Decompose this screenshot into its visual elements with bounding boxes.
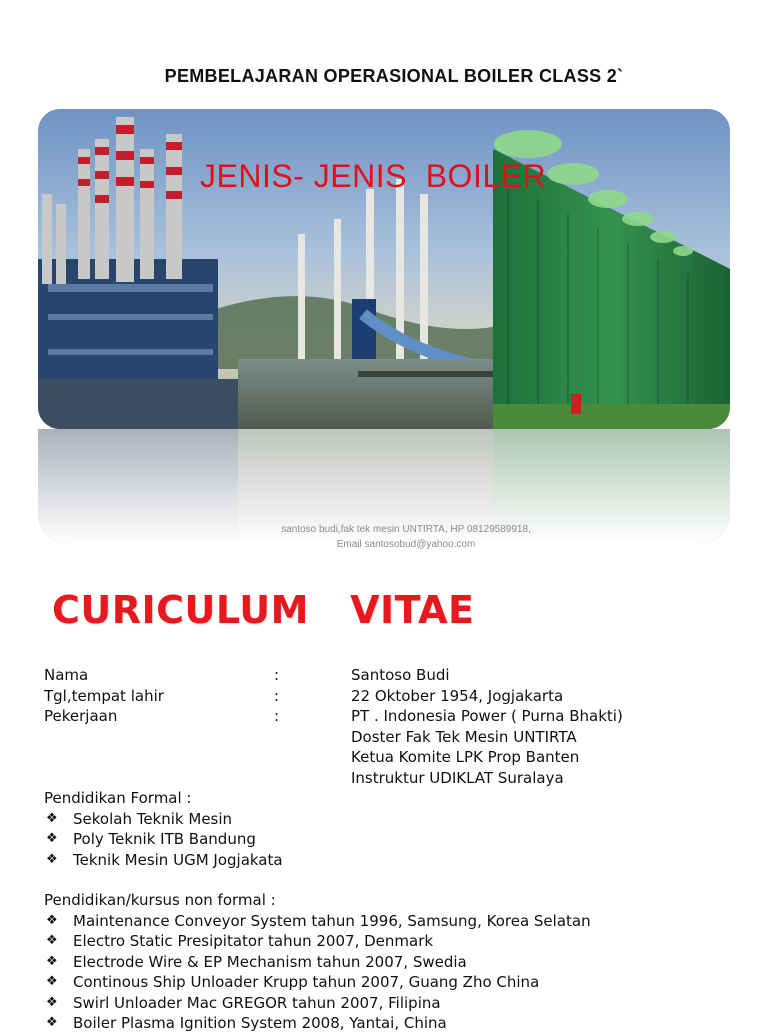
list-item	[44, 972, 744, 993]
diamond-bullet-icon: ❖	[46, 831, 58, 846]
diamond-bullet-icon: ❖	[46, 994, 58, 1010]
list-item-text: Maintenance Conveyor System tahun 1996, Samsung, Korea Selatan	[73, 911, 591, 930]
list-item	[44, 829, 744, 850]
profile-value: Santoso Budi	[351, 666, 450, 684]
list-item-text: Electro Static Presipitator tahun 2007, Denmark	[73, 932, 434, 950]
profile-row	[44, 665, 744, 686]
profile-row	[44, 768, 744, 789]
profile-label: Pekerjaan	[44, 707, 118, 725]
list-item-text: Boiler Plasma Ignition System 2008, Yantai, China	[73, 1014, 447, 1032]
list-item-text: Teknik Mesin UGM Jogjakata	[73, 850, 283, 869]
list-item-text: Sekolah Teknik Mesin	[73, 809, 233, 828]
profile-row	[44, 686, 744, 707]
diamond-bullet-icon: ❖	[46, 912, 58, 928]
banner-title: JENIS- JENIS BOILER	[200, 158, 547, 194]
list-item	[44, 809, 744, 830]
profile-value: Ketua Komite LPK Prop Banten	[351, 748, 580, 766]
cv-title: CURICULUM VITAE	[52, 588, 475, 632]
profile-row	[44, 727, 744, 748]
profile-row	[44, 706, 744, 727]
formal-education-heading: Pendidikan Formal :	[44, 789, 192, 807]
profile-label: Tgl,tempat lahir	[44, 686, 164, 705]
power-plant-illustration	[38, 109, 730, 429]
list-item	[44, 931, 744, 952]
profile-colon: :	[274, 666, 280, 684]
list-item-text: Swirl Unloader Mac GREGOR tahun 2007, Filipina	[73, 993, 441, 1012]
profile-value: 22 Oktober 1954, Jogjakarta	[351, 686, 564, 705]
nonformal-education-heading: Pendidikan/kursus non formal :	[44, 891, 276, 909]
list-item	[44, 850, 744, 871]
profile-colon: :	[274, 686, 280, 705]
profile-row	[44, 747, 744, 768]
profile-value: PT . Indonesia Power ( Purna Bhakti)	[351, 707, 623, 725]
diamond-bullet-icon: ❖	[46, 974, 58, 989]
list-item	[44, 993, 744, 1014]
contact-line-2: Email santosobud@yahoo.com	[336, 539, 476, 550]
diamond-bullet-icon: ❖	[46, 933, 58, 948]
contact-line-1: santoso budi,fak tek mesin UNTIRTA, HP 08129589918,	[281, 524, 531, 535]
list-item	[44, 1013, 744, 1034]
list-item	[44, 952, 744, 973]
profile-colon: :	[274, 707, 280, 725]
diamond-bullet-icon: ❖	[46, 810, 58, 826]
profile-label: Nama	[44, 666, 89, 684]
diamond-bullet-icon: ❖	[46, 953, 58, 969]
profile-value: Instruktur UDIKLAT Suralaya	[351, 768, 564, 787]
list-item-text: Poly Teknik ITB Bandung	[73, 830, 256, 848]
list-item-text: Continous Ship Unloader Krupp tahun 2007, Guang Zho China	[73, 973, 540, 991]
list-item	[44, 911, 744, 932]
contact-info	[0, 522, 768, 552]
page-title: PEMBELAJARAN OPERASIONAL BOILER CLASS 2`	[164, 66, 624, 86]
cv-body	[44, 665, 744, 1034]
diamond-bullet-icon: ❖	[46, 1015, 58, 1030]
power-plant-banner	[38, 109, 730, 429]
diamond-bullet-icon: ❖	[46, 851, 58, 867]
list-item-text: Electrode Wire & EP Mechanism tahun 2007, Swedia	[73, 952, 467, 971]
profile-value: Doster Fak Tek Mesin UNTIRTA	[351, 727, 577, 746]
